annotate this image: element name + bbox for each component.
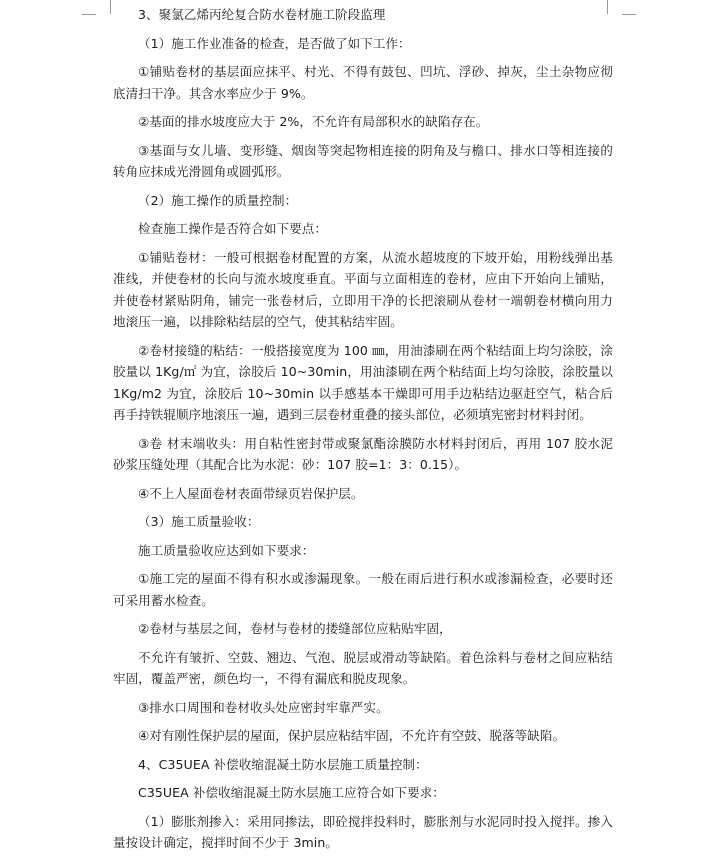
paragraph: （1）膨胀剂掺入：采用同掺法，即砼搅拌投料时，膨胀剂与水泥同时投入搅拌。掺入量按设计确定，搅拌时间不少于 3min。 bbox=[113, 813, 613, 850]
paragraph: C35UEA 补偿收缩混凝土防水层施工应符合如下要求： bbox=[138, 785, 445, 800]
page-corner-mark-top-right-h bbox=[622, 14, 636, 15]
paragraph: ③排水口周围和卷材收头处应密封牢靠严实。 bbox=[138, 699, 389, 715]
page-corner-mark-top-left bbox=[96, 0, 111, 14]
page-corner-mark-top-left-h bbox=[82, 14, 96, 15]
paragraph: ①铺贴卷材的基层面应抹平、村光、不得有鼓包、凹坑、浮砂、掉灰，尘土杂物应彻底清扫干净。其含水率应少于 9%。 bbox=[113, 64, 613, 101]
document-body[interactable] bbox=[113, 4, 613, 861]
paragraph: ①施工完的屋面不得有积水或渗漏现象。一般在雨后进行积水或渗漏检查，必要时还可采用蓄水检查。 bbox=[113, 571, 613, 608]
paragraph: ④对有刚性保护层的屋面，保护层应粘结牢固，不允许有空鼓、脱落等缺陷。 bbox=[138, 728, 566, 743]
paragraph: 检查施工操作是否符合如下要点： bbox=[138, 221, 328, 236]
paragraph: ②卷材与基层之间，卷材与卷材的搂缝部位应粘贴牢固， bbox=[138, 621, 452, 636]
subsection-heading: （2）施工操作的质量控制： bbox=[138, 192, 298, 208]
section-heading: 4、C35UEA 补偿收缩混凝土防水层施工质量控制： bbox=[138, 756, 428, 772]
paragraph: ④不上人屋面卷材表面带绿页岩保护层。 bbox=[138, 485, 364, 501]
paragraph: 不允许有皱折、空鼓、翘边、气泡、脱层或滑动等缺陷。着色涂料与卷材之间应粘结牢固，覆盖严密，颜色均一，不得有漏底和脱皮现象。 bbox=[113, 649, 613, 686]
paragraph: 施工质量验收应达到如下要求： bbox=[138, 542, 315, 558]
paragraph: ②卷材接缝的粘结：一般搭接宽度为 100 ㎜，用油漆刷在两个粘结面上均匀涂胶，涂胶量以 1Kg/㎡ 为宜，涂胶后 10~30min，用油漆刷在两个粘结面上均匀涂胶，涂胶量以 1Kg/m2 为宜，涂胶后 10~30min 以手感基本干燥即可用手边粘结边驱赶空气，粘合后再手持铁辊顺序地滚压一遍，遇到三层卷材重叠的接头部位，必须填宪密封材料封闭。 bbox=[113, 342, 613, 422]
paragraph: ③卷 材末端收头：用自粘性密封带或聚氯酯涂膜防水材料封闭后，再用 107 胶水泥砂浆压缝处理（其配合比为水泥：砂：107 胶=1：3：0.15）。 bbox=[113, 435, 613, 472]
subsection-heading: （3）施工质量验收： bbox=[138, 514, 260, 529]
paragraph: ②基面的排水坡度应大于 2%，不允许有局部积水的缺陷存在。 bbox=[138, 114, 489, 129]
subsection-heading: （1）施工作业准备的检查，是否做了如下工作： bbox=[138, 35, 411, 51]
paragraph: ①铺贴卷材：一般可根据卷材配置的方案，从流水超坡度的下坡开始，用粉线弹出基准线，并使卷材的长向与流水坡度垂直。平面与立面相连的卷材，应由下开始向上铺贴，并使卷材紧贴阴角，铺完一张卷材后，立即用干净的长把滚刷从卷材一端朝卷材横向用力地滚压一遍，以排除粘结层的空气，使其粘结牢固。 bbox=[113, 249, 613, 329]
section-heading: 3、聚氯乙烯丙纶复合防水卷材施工阶段监理 bbox=[138, 7, 386, 22]
paragraph: ③基面与女儿墙、变形缝、烟囱等突起物相连接的阴角及与檐口、排水口等相连接的转角应抹成光滑圆角或圆弧形。 bbox=[113, 142, 613, 179]
